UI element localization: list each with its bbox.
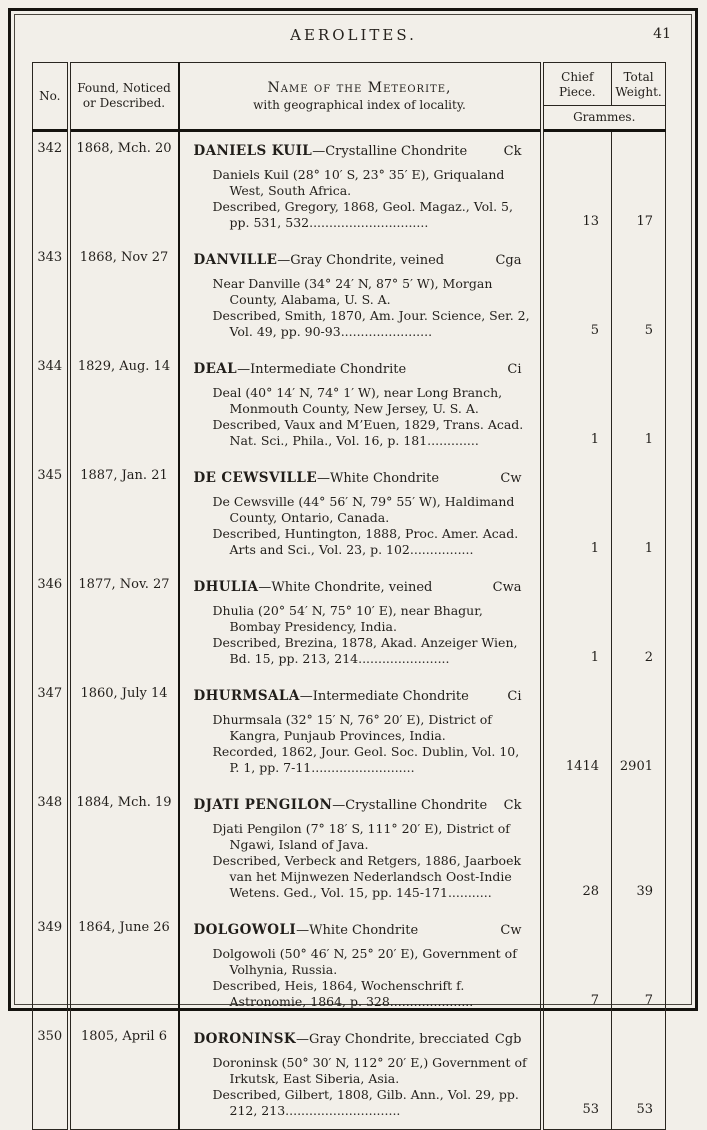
meteorite-type: —Crystalline Chondrite xyxy=(332,798,488,813)
page-number: 41 xyxy=(653,26,671,42)
entry-details xyxy=(179,350,542,459)
table-row xyxy=(33,350,666,459)
meteorite-name: DEAL xyxy=(193,361,238,377)
entry-title xyxy=(194,794,488,813)
meteorite-name: DE CEWSVILLE xyxy=(193,470,318,486)
meteorite-name: DOLGOWOLI xyxy=(193,922,297,938)
table-row xyxy=(33,677,666,786)
meteorite-name: DANVILLE xyxy=(193,252,278,268)
meteorite-type: —Gray Chondrite, brecciated xyxy=(296,1032,490,1047)
page-title: AEROLITES. xyxy=(290,26,417,44)
class-code: Cga xyxy=(495,253,522,268)
total-line2: Weight. xyxy=(615,85,662,99)
entry-location: Daniels Kuil (28° 10′ S, 23° 35′ E), Griqualand West, South Africa. xyxy=(212,167,505,198)
entry-date: 1864, June 26 xyxy=(69,911,179,1020)
meteorite-name: DJATI PENGILON xyxy=(193,797,333,813)
table-row xyxy=(33,131,666,242)
entry-date: 1884, Mch. 19 xyxy=(69,786,179,911)
chief-piece-value: 7 xyxy=(542,911,612,1020)
running-head xyxy=(24,26,683,52)
class-code: Ci xyxy=(507,689,522,704)
entry-number: 344 xyxy=(33,350,69,459)
entry-title xyxy=(194,685,469,704)
meteorite-type: —Crystalline Chondrite xyxy=(312,144,468,159)
table-row xyxy=(33,1020,666,1130)
entry-date: 1887, Jan. 21 xyxy=(69,459,179,568)
meteorite-type: —Intermediate Chondrite xyxy=(237,362,407,377)
col-header-name-line1: Name of the Meteorite, xyxy=(267,80,452,96)
meteorite-type: —Intermediate Chondrite xyxy=(299,689,469,704)
entry-head xyxy=(180,247,540,268)
meteorite-table xyxy=(32,62,666,1130)
entry-head xyxy=(180,792,540,813)
total-weight-value: 2901 xyxy=(619,759,653,774)
entry-reference: Described, Gilbert, 1808, Gilb. Ann., Vol. 29, pp. 212, 213............................. xyxy=(212,1087,519,1118)
entry-location: Near Danville (34° 24′ N, 87° 5′ W), Morgan County, Alabama, U. S. A. xyxy=(212,276,493,307)
col-header-no: No. xyxy=(33,63,69,131)
table-header xyxy=(33,63,666,131)
entry-location: Dhulia (20° 54′ N, 75° 10′ E), near Bhagur, Bombay Presidency, India. xyxy=(212,603,483,634)
entry-title xyxy=(194,140,468,159)
entry-head xyxy=(180,683,540,704)
col-header-name-line2: with geographical index of locality. xyxy=(253,98,466,112)
entry-reference: Described, Heis, 1864, Wochenschrift f. Astronomie, 1864, p. 328..................... xyxy=(212,978,474,1009)
class-code: Cwa xyxy=(492,580,522,595)
page-content xyxy=(24,22,683,1130)
entry-date: 1868, Nov 27 xyxy=(69,241,179,350)
meteorite-name: DHURMSALA xyxy=(193,688,300,704)
entry-reference: Described, Smith, 1870, Am. Jour. Science, Ser. 2, Vol. 49, pp. 90-93....................... xyxy=(212,308,530,339)
chief-piece-value: 28 xyxy=(542,786,612,911)
total-weight-value: 53 xyxy=(636,1102,653,1117)
col-header-found-line2: or Described. xyxy=(82,96,166,110)
entry-number: 349 xyxy=(33,911,69,1020)
entry-reference: Described, Vaux and M’Euen, 1829, Trans. Acad. Nat. Sci., Phila., Vol. 16, p. 181............. xyxy=(212,417,524,448)
entry-reference: Described, Huntington, 1888, Proc. Amer. Acad. Arts and Sci., Vol. 23, p. 102................ xyxy=(212,526,519,557)
entry-details xyxy=(179,241,542,350)
col-header-total-weight xyxy=(612,63,665,105)
entry-location: Dolgowoli (50° 46′ N, 25° 20′ E), Government of Volhynia, Russia. xyxy=(212,946,517,977)
weights-header-row xyxy=(544,63,666,105)
chief-piece-value: 5 xyxy=(542,241,612,350)
entry-reference: Described, Verbeck and Retgers, 1886, Jaarboek van het Mijnwezen Nederlandsch Oost-Indie Wetens. Ged., Vol. 15, pp. 145-171........... xyxy=(212,853,522,900)
unit-label: Grammes. xyxy=(544,105,666,129)
table-row xyxy=(33,786,666,911)
entry-details xyxy=(179,131,542,242)
entry-details xyxy=(179,677,542,786)
entry-number: 342 xyxy=(33,131,69,242)
entry-details xyxy=(179,786,542,911)
entry-number: 346 xyxy=(33,568,69,677)
meteorite-type: —White Chondrite, veined xyxy=(258,580,433,595)
entry-details xyxy=(179,911,542,1020)
meteorite-name: DHULIA xyxy=(193,579,259,595)
entry-title xyxy=(194,919,419,938)
entry-head xyxy=(180,356,540,377)
entry-head xyxy=(180,917,540,938)
entry-date: 1860, July 14 xyxy=(69,677,179,786)
entry-details xyxy=(179,1020,542,1130)
entry-date: 1829, Aug. 14 xyxy=(69,350,179,459)
entry-date: 1805, April 6 xyxy=(69,1020,179,1130)
meteorite-type: —Gray Chondrite, veined xyxy=(277,253,445,268)
meteorite-name: DORONINSK xyxy=(193,1031,297,1047)
col-header-found xyxy=(69,63,179,131)
entry-date: 1868, Mch. 20 xyxy=(69,131,179,242)
chief-line1: Chief xyxy=(561,70,594,84)
chief-piece-value: 13 xyxy=(542,131,612,242)
class-code: Ck xyxy=(503,798,522,813)
class-code: Ck xyxy=(503,144,522,159)
entry-number: 347 xyxy=(33,677,69,786)
entry-number: 350 xyxy=(33,1020,69,1130)
entry-title xyxy=(194,576,433,595)
entry-location: De Cewsville (44° 56′ N, 79° 55′ W), Haldimand County, Ontario, Canada. xyxy=(212,494,515,525)
entry-location: Deal (40° 14′ N, 74° 1′ W), near Long Branch, Monmouth County, New Jersey, U. S. A. xyxy=(212,385,503,416)
entry-location: Doroninsk (50° 30′ N, 112° 20′ E,) Government of Irkutsk, East Siberia, Asia. xyxy=(212,1055,527,1086)
total-weight-value: 5 xyxy=(644,323,653,338)
entry-title xyxy=(194,1028,490,1047)
col-header-name xyxy=(179,63,542,131)
chief-piece-value: 53 xyxy=(542,1020,612,1130)
entry-reference: Described, Gregory, 1868, Geol. Magaz., Vol. 5, pp. 531, 532.............................. xyxy=(212,199,513,230)
col-header-found-line1: Found, Noticed xyxy=(77,81,171,95)
entry-details xyxy=(179,568,542,677)
entry-head xyxy=(180,465,540,486)
entry-title xyxy=(194,358,407,377)
total-weight-value: 1 xyxy=(644,432,653,447)
col-header-chief-piece xyxy=(544,63,613,105)
meteorite-type: —White Chondrite xyxy=(296,923,419,938)
entry-number: 343 xyxy=(33,241,69,350)
entry-head xyxy=(180,138,540,159)
class-code: Ci xyxy=(507,362,522,377)
entry-title xyxy=(194,249,445,268)
table-row xyxy=(33,241,666,350)
total-weight-value: 7 xyxy=(644,993,653,1008)
total-weight-value: 17 xyxy=(636,214,653,229)
entries-body xyxy=(33,131,666,1130)
entry-number: 345 xyxy=(33,459,69,568)
entry-reference: Recorded, 1862, Jour. Geol. Soc. Dublin, Vol. 10, P. 1, pp. 7-11.......................... xyxy=(212,744,520,775)
chief-line2: Piece. xyxy=(558,85,596,99)
entry-number: 348 xyxy=(33,786,69,911)
entry-head xyxy=(180,1026,540,1047)
meteorite-name: DANIELS KUIL xyxy=(193,143,313,159)
class-code: Cw xyxy=(500,471,522,486)
total-weight-value: 2 xyxy=(644,650,653,665)
chief-piece-value: 1 xyxy=(542,459,612,568)
col-header-weights xyxy=(542,63,666,131)
entry-title xyxy=(194,467,440,486)
entry-reference: Described, Brezina, 1878, Akad. Anzeiger Wien, Bd. 15, pp. 213, 214....................... xyxy=(212,635,518,666)
total-weight-value: 1 xyxy=(644,541,653,556)
entry-head xyxy=(180,574,540,595)
entry-location: Djati Pengilon (7° 18′ S, 111° 20′ E), District of Ngawi, Island of Java. xyxy=(212,821,510,852)
chief-piece-value: 1 xyxy=(542,350,612,459)
entry-location: Dhurmsala (32° 15′ N, 76° 20′ E), District of Kangra, Punjaub Provinces, India. xyxy=(212,712,492,743)
meteorite-type: —White Chondrite xyxy=(317,471,440,486)
chief-piece-value: 1 xyxy=(542,568,612,677)
chief-piece-value: 1414 xyxy=(542,677,612,786)
table-row xyxy=(33,911,666,1020)
class-code: Cgb xyxy=(494,1032,522,1047)
entry-date: 1877, Nov. 27 xyxy=(69,568,179,677)
table-row xyxy=(33,568,666,677)
table-row xyxy=(33,459,666,568)
total-line1: Total xyxy=(623,70,654,84)
entry-details xyxy=(179,459,542,568)
total-weight-value: 39 xyxy=(636,884,653,899)
class-code: Cw xyxy=(500,923,522,938)
